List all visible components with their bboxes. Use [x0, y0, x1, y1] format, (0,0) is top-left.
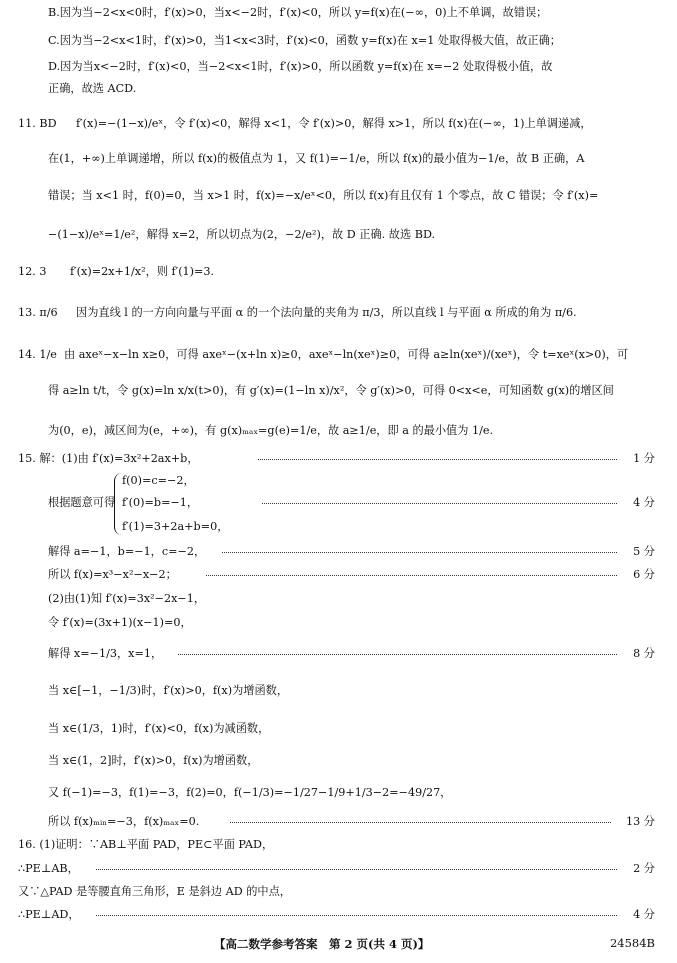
option-d-line-2: 正确，故选 ACD.	[48, 82, 137, 95]
extreme-values-line: 所以 f(x)ₘᵢₙ=−3，f(x)ₘₐₓ=0.	[48, 815, 200, 828]
question-16-line-3: ∴PE⊥AD，	[18, 908, 80, 921]
question-13-number: 13. π/6	[18, 306, 58, 319]
score-8: 8 分	[633, 647, 655, 660]
solve-line: 解得 a=−1，b=−1，c=−2，	[48, 545, 206, 558]
footer-code: 24584B	[609, 936, 655, 950]
interval-3-line: 当 x∈(1，2]时，f′(x)>0，f(x)为增函数，	[48, 754, 259, 767]
score-4: 4 分	[633, 496, 655, 509]
roots-line: 解得 x=−1/3，x=1，	[48, 647, 163, 660]
footer-title: 【高二数学参考答案 第 2 页(共 4 页)】	[214, 937, 430, 951]
question-14-number: 14. 1/e	[18, 348, 57, 361]
question-16-line-1: ∴PE⊥AB，	[18, 862, 79, 875]
condition-2: f′(0)=b=−1，	[122, 496, 199, 509]
condition-3: f′(1)=3+2a+b=0，	[122, 520, 229, 533]
interval-1-line: 当 x∈[−1，−1/3)时，f′(x)>0，f(x)为增函数，	[48, 684, 289, 697]
question-13-line: 因为直线 l 的一方向向量与平面 α 的一个法向量的夹角为 π/3，所以直线 l 与平面 α 所成的角为 π/6.	[76, 306, 577, 319]
score-13: 13 分	[626, 815, 655, 828]
question-12-line: f′(x)=2x+1/x²，则 f′(1)=3.	[70, 265, 215, 278]
score-6: 6 分	[633, 568, 655, 581]
score-4b: 4 分	[633, 908, 655, 921]
question-14-line-2: 得 a≥ln t/t，令 g(x)=ln x/x(t>0)，有 g′(x)=(1−ln x)/x²，令 g′(x)>0，可得 0<x<e，可知函数 g(x)的增区间	[48, 384, 614, 397]
condition-1: f(0)=c=−2，	[122, 474, 195, 487]
question-14-line-3: 为(0，e)，减区间为(e，+∞)，有 g(x)ₘₐₓ=g(e)=1/e，故 a≥1/e，即 a 的最小值为 1/e.	[48, 424, 494, 437]
derivative-zero-line: 令 f′(x)=(3x+1)(x−1)=0，	[48, 616, 192, 629]
question-11-line-2: 在(1，+∞)上单调递增，所以 f(x)的极值点为 1，又 f(1)=−1/e，所以 f(x)的最小值为−1/e，故 B 正确，A	[48, 152, 585, 165]
question-15-header: 15. 解：(1)由 f′(x)=3x²+2ax+b，	[18, 452, 199, 465]
interval-2-line: 当 x∈(1/3，1)时，f′(x)<0，f(x)为减函数，	[48, 722, 270, 735]
condition-lead: 根据题意可得	[48, 496, 116, 509]
question-14-line-1: 由 axeˣ−x−ln x≥0，可得 axeˣ−(x+ln x)≥0，axeˣ−ln(xeˣ)≥0，可得 a≥ln(xeˣ)/(xeˣ)，令 t=xeˣ(x>0)，可	[64, 348, 629, 361]
fx-line: 所以 f(x)=x³−x²−x−2；	[48, 568, 177, 581]
score-1: 1 分	[633, 452, 655, 465]
question-16-line-2: 又∵△PAD 是等腰直角三角形，E 是斜边 AD 的中点，	[18, 885, 291, 898]
part-2-line: (2)由(1)知 f′(x)=3x²−2x−1，	[48, 592, 206, 605]
option-b-line: B.因为当−2<x<0时，f′(x)>0，当x<−2时，f′(x)<0，所以 y=f(x)在(−∞，0)上不单调，故错误；	[48, 6, 548, 19]
score-2: 2 分	[633, 862, 655, 875]
question-16-header: 16. (1)证明：∵AB⊥平面 PAD，PE⊂平面 PAD，	[18, 838, 274, 851]
option-d-line: D.因为当x<−2时，f′(x)<0，当−2<x<1时，f′(x)>0，所以函数 y=f(x)在 x=−2 处取得极小值，故	[48, 60, 553, 73]
question-12-number: 12. 3	[18, 265, 47, 278]
question-11-line-4: −(1−x)/eˣ=1/e²，解得 x=2，所以切点为(2，−2/e²)，故 D 正确. 故选 BD.	[48, 228, 436, 241]
values-line: 又 f(−1)=−3，f(1)=−3，f(2)=0，f(−1/3)=−1/27−1/9+1/3−2=−49/27，	[48, 786, 452, 799]
score-5: 5 分	[633, 545, 655, 558]
question-11-number: 11. BD	[18, 117, 57, 130]
question-11-line-1: f′(x)=−(1−x)/eˣ，令 f′(x)<0，解得 x<1，令 f′(x)>0，解得 x>1，所以 f(x)在(−∞，1)上单调递减，	[76, 117, 592, 130]
question-11-line-3: 错误；当 x<1 时，f(0)=0，当 x>1 时，f(x)=−x/eˣ<0，所以 f(x)有且仅有 1 个零点，故 C 错误；令 f′(x)=	[48, 189, 599, 202]
option-c-line: C.因为当−2<x<1时，f′(x)>0，当1<x<3时，f′(x)<0，函数 y=f(x)在 x=1 处取得极大值，故正确；	[48, 34, 561, 47]
